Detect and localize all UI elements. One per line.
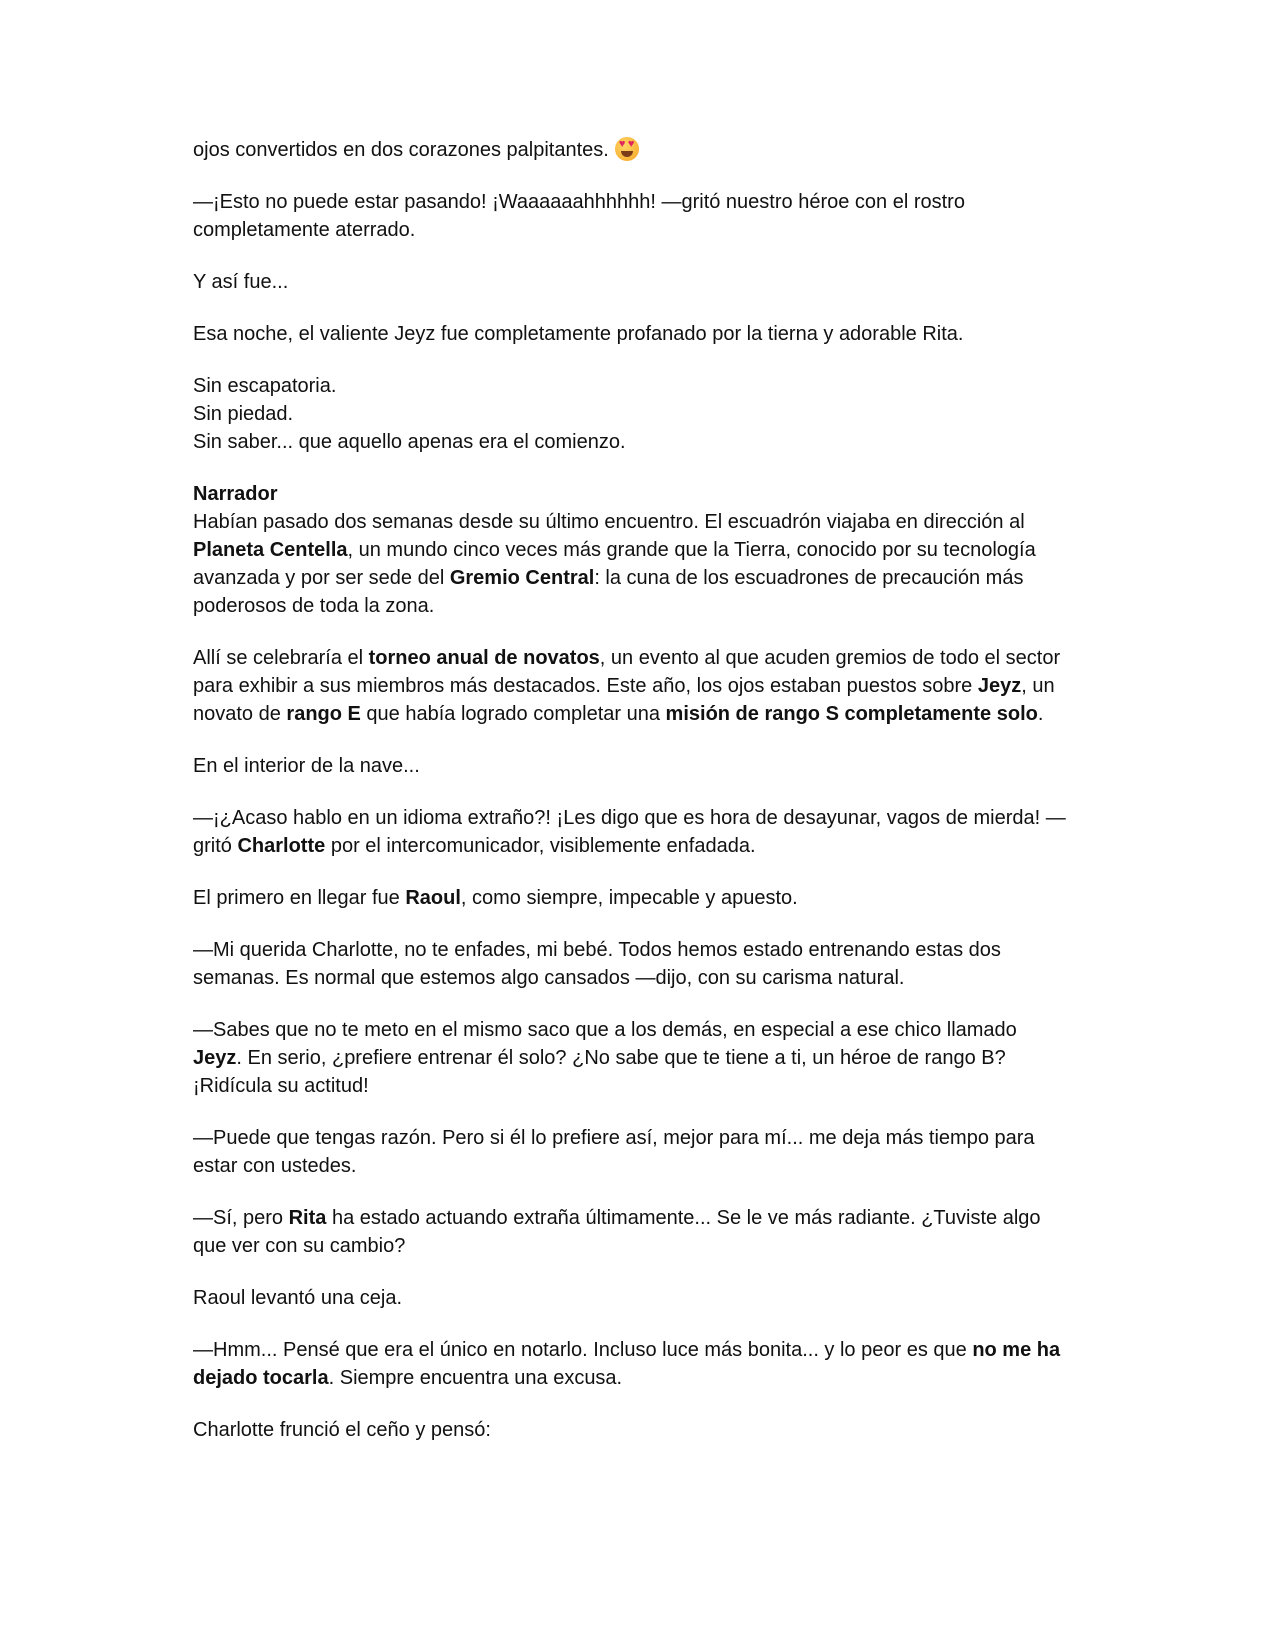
text-segment: . En serio, ¿prefiere entrenar él solo? ¿No sabe que te tiene a ti, un héroe de rango B? ¡Ridícula su actitud! xyxy=(193,1047,1006,1097)
text-segment: El primero en llegar fue xyxy=(193,887,406,909)
text-segment: Esa noche, el valiente Jeyz fue completamente profanado por la tierna y adorable Rita. xyxy=(193,323,964,345)
text-segment: —¡Esto no puede estar pasando! ¡Waaaaaahhhhhh! —gritó nuestro héroe con el rostro completamente aterrado. xyxy=(193,191,965,241)
text-segment: Habían pasado dos semanas desde su último encuentro. El escuadrón viajaba en dirección al xyxy=(193,511,1025,533)
paragraph xyxy=(193,1204,1070,1260)
paragraph xyxy=(193,644,1070,728)
text-line: Sin saber... que aquello apenas era el comienzo. xyxy=(193,431,626,453)
bold-text: Charlotte xyxy=(237,835,326,857)
paragraph xyxy=(193,1124,1070,1180)
paragraph xyxy=(193,320,1070,348)
text-line: Sin escapatoria. xyxy=(193,375,337,397)
paragraph xyxy=(193,1284,1070,1312)
text-segment: En el interior de la nave... xyxy=(193,755,420,777)
bold-text: rango E xyxy=(286,703,361,725)
paragraph xyxy=(193,1016,1070,1100)
text-segment: por el intercomunicador, visiblemente enfadada. xyxy=(325,835,756,857)
text-segment: que había logrado completar una xyxy=(360,703,666,725)
text-segment: —¡¿Acaso hablo en un idioma extraño?! ¡Les digo que es hora de desayunar, vagos de mierda! —gritó xyxy=(193,807,1066,857)
paragraph xyxy=(193,268,1070,296)
text-segment: . Siempre encuentra una excusa. xyxy=(328,1367,623,1389)
text-segment: Raoul levantó una ceja. xyxy=(193,1287,403,1309)
text-segment: ojos convertidos en dos corazones palpitantes. xyxy=(193,139,609,161)
heart-eyes-emoji-icon xyxy=(615,137,639,161)
text-segment: Y así fue... xyxy=(193,271,289,293)
text-segment: , como siempre, impecable y apuesto. xyxy=(460,887,798,909)
text-segment: , un mundo cinco veces más grande que la Tierra, conocido por su tecnología avanzada y por ser sede del xyxy=(193,539,1036,589)
paragraph xyxy=(193,136,1070,164)
paragraph xyxy=(193,936,1070,992)
paragraph xyxy=(193,188,1070,244)
text-segment: —Hmm... Pensé que era el único en notarlo. Incluso luce más bonita... y lo peor es que xyxy=(193,1339,973,1361)
paragraph xyxy=(193,372,1070,456)
paragraph xyxy=(193,1336,1070,1392)
bold-text: Jeyz xyxy=(977,675,1022,697)
paragraph xyxy=(193,804,1070,860)
bold-text: Raoul xyxy=(405,887,461,909)
text-segment: —Mi querida Charlotte, no te enfades, mi bebé. Todos hemos estado entrenando estas dos semanas. Es normal que estemos algo cansados —dijo, con su carisma natural. xyxy=(193,939,1001,989)
section-heading: Narrador xyxy=(193,483,278,505)
text-segment: , un evento al que acuden gremios de todo el sector para exhibir a sus miembros más destacados. Este año, los ojos estaban puestos sobre xyxy=(193,647,1061,697)
bold-text: torneo anual de novatos xyxy=(368,647,600,669)
paragraph xyxy=(193,1416,1070,1444)
text-segment: —Sí, pero xyxy=(193,1207,289,1229)
text-segment: : la cuna de los escuadrones de precaución más poderosos de toda la zona. xyxy=(193,567,1024,617)
text-line: Sin piedad. xyxy=(193,403,294,425)
text-segment: —Puede que tengas razón. Pero si él lo prefiere así, mejor para mí... me deja más tiempo para estar con ustedes. xyxy=(193,1127,1035,1177)
bold-text: Jeyz xyxy=(193,1047,237,1069)
paragraph xyxy=(193,884,1070,912)
bold-text: no me ha dejado tocarla xyxy=(193,1339,1061,1389)
text-segment: , un novato de xyxy=(193,675,1055,725)
text-segment: —Sabes que no te meto en el mismo saco que a los demás, en especial a ese chico llamado xyxy=(193,1019,1017,1041)
text-segment: Charlotte frunció el ceño y pensó: xyxy=(193,1419,491,1441)
text-segment: ha estado actuando extraña últimamente... Se le ve más radiante. ¿Tuviste algo que ver con su cambio? xyxy=(193,1207,1041,1257)
bold-text: Gremio Central xyxy=(449,567,595,589)
bold-text: Planeta Centella xyxy=(193,539,348,561)
text-segment: . xyxy=(1037,703,1044,725)
paragraph xyxy=(193,752,1070,780)
bold-text: misión de rango S completamente solo xyxy=(665,703,1038,725)
bold-text: Rita xyxy=(288,1207,327,1229)
text-segment: Allí se celebraría el xyxy=(193,647,369,669)
paragraph xyxy=(193,480,1070,620)
